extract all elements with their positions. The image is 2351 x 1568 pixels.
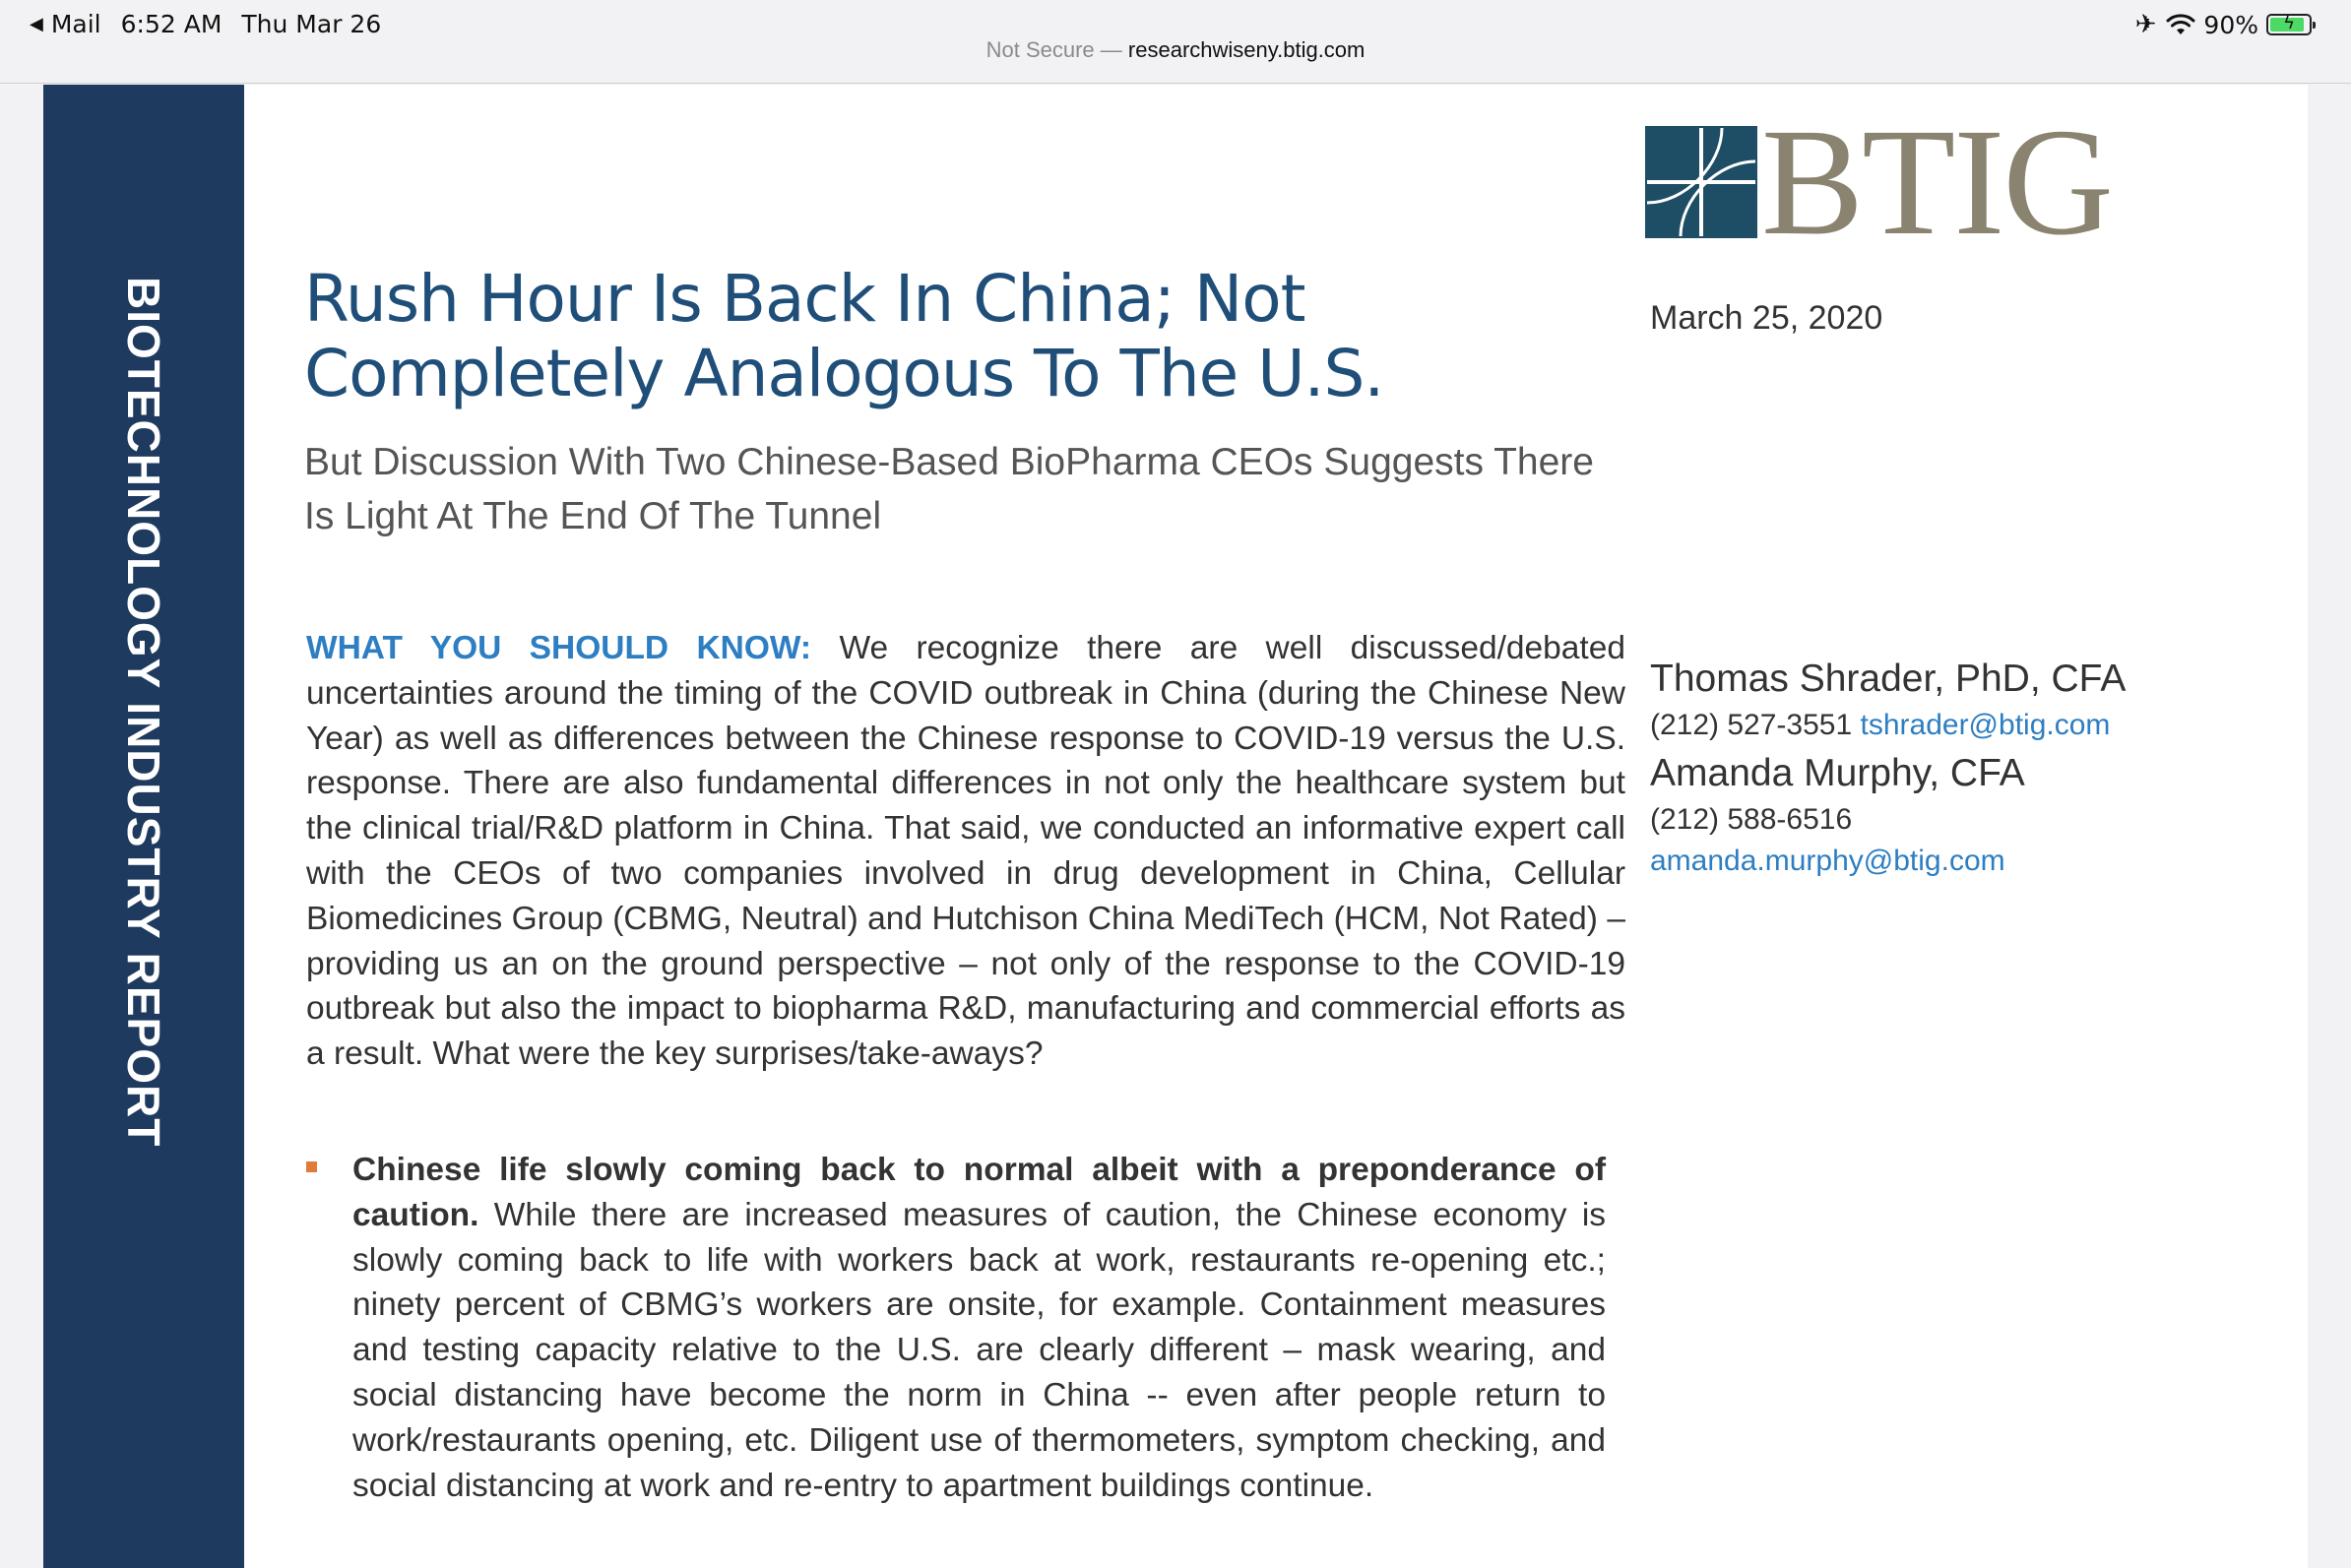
report-type-label: BIOTECHNOLOGY INDUSTRY REPORT: [118, 277, 169, 1148]
url-domain[interactable]: researchwiseny.btig.com: [1127, 37, 1366, 62]
bullet-item: [306, 1148, 1606, 1508]
author-phone: (212) 588-6516: [1650, 803, 1853, 836]
battery-percent: 90%: [2203, 10, 2258, 39]
bullet-heading: Chinese life slowly coming back to normal albeit with a preponderance of caution.: [352, 1152, 1606, 1233]
bullet-body: While there are increased measures of caution, the Chinese economy is slowly coming back to life with workers back at work, restaurants re-opening etc.; ninety percent of CBMG’s workers are onsite, for example. Containment measures and testing capacity relative to the U.S. are clearly different – mask wearing, and social distancing have become the norm in China -- even after people return to work/restaurants opening, etc. Diligent use of thermometers, symptom checking, and social distancing at work and re-entry to apartment buildings continue.: [352, 1196, 1607, 1504]
btig-logo-text: BTIG: [1761, 96, 2112, 267]
btig-logo-mark-icon: [1645, 126, 1757, 238]
report-subtitle: But Discussion With Two Chinese-Based BioPharma CEOs Suggests There Is Light At The End Of The Tunnel: [304, 441, 1594, 537]
security-label: Not Secure —: [985, 37, 1122, 62]
bullet-text: [352, 1148, 1606, 1508]
author-email-link[interactable]: amanda.murphy@btig.com: [1650, 845, 2005, 877]
author-email-link[interactable]: tshrader@btig.com: [1860, 709, 2111, 741]
status-right: [2135, 10, 2312, 39]
bullet-square-icon: [306, 1161, 317, 1172]
report-title: Rush Hour Is Back In China; Not Completely Analogous To The U.S.: [304, 261, 1384, 411]
status-left: [30, 10, 401, 38]
back-arrow-icon[interactable]: ◀: [30, 14, 43, 34]
report-date: March 25, 2020: [1650, 299, 1883, 337]
author-phone: (212) 527-3551: [1650, 709, 1853, 741]
status-date: Thu Mar 26: [241, 10, 382, 38]
author-name: Amanda Murphy, CFA: [1650, 752, 2025, 794]
summary-paragraph: [306, 626, 1625, 1077]
battery-icon: [2266, 14, 2312, 35]
btig-logo: [1645, 96, 2112, 267]
airplane-icon: ✈: [2134, 10, 2157, 39]
charging-bolt-icon: ϟ: [2283, 13, 2295, 33]
url-bar[interactable]: [0, 37, 2351, 71]
author-contact: [1650, 705, 2280, 746]
toolbar-divider: [0, 83, 2351, 84]
author-name: Thomas Shrader, PhD, CFA: [1650, 658, 2127, 700]
summary-body: We recognize there are well discussed/debated uncertainties around the timing of the COVID outbreak in China (during the Chinese New Year) as well as differences between the Chinese response to COVID-19 versus the U.S. response. There are also fundamental differences in not only the healthcare system but the clinical trial/R&D platform in China. That said, we conducted an informative expert call with the CEOs of two companies involved in drug development in China, Cellular Biomedicines Group (CBMG, Neutral) and Hutchison China MediTech (HCM, Not Rated) – providing us an on the ground perspective – not only of the response to the COVID-19 outbreak but also the impact to biopharma R&D, manufacturing and commercial efforts as a result. What were the key surprises/take-aways?: [306, 630, 1625, 1073]
status-time: 6:52 AM: [120, 10, 222, 38]
back-to-app-link[interactable]: Mail: [50, 10, 101, 38]
document-page: [43, 85, 2308, 1568]
authors-block: [1650, 654, 2280, 882]
wifi-icon: [2166, 14, 2195, 35]
summary-lead: WHAT YOU SHOULD KNOW:: [306, 630, 812, 666]
